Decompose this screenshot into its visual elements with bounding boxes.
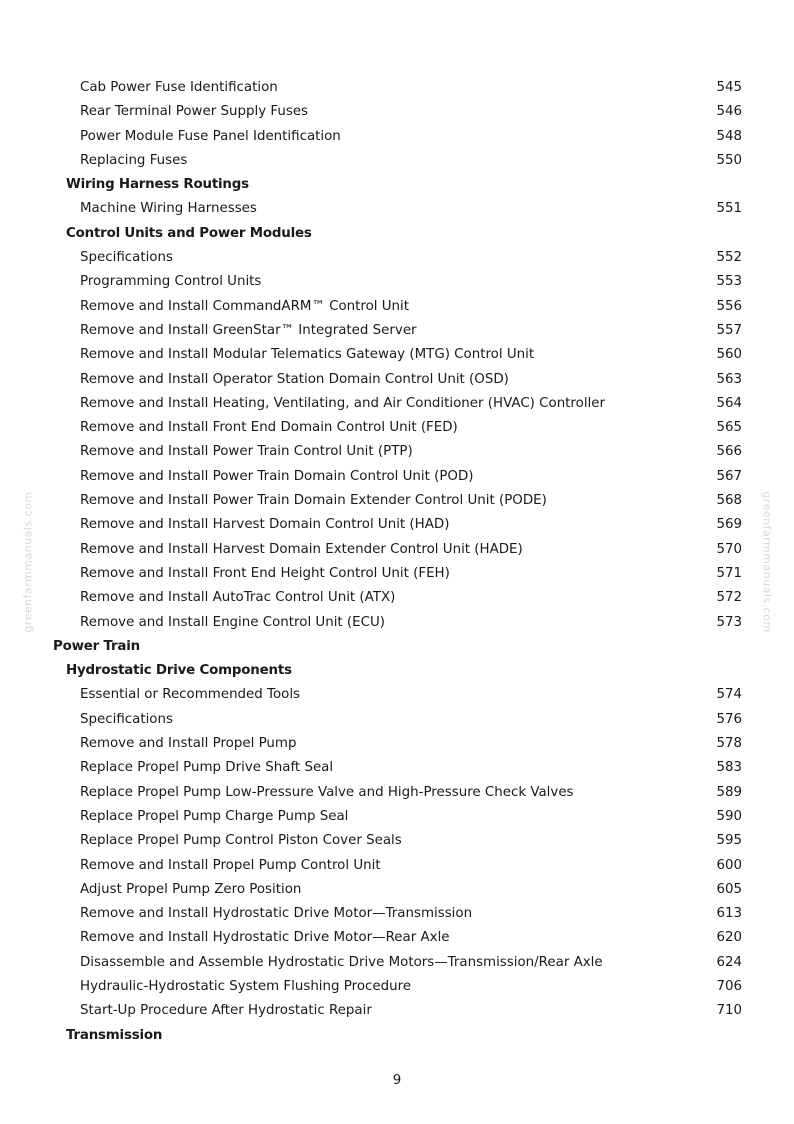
toc-heading (0, 1024, 794, 1048)
toc-entry[interactable] (0, 197, 794, 221)
toc-entry[interactable] (0, 854, 794, 878)
toc-entry-title: Remove and Install Hydrostatic Drive Motor—Transmission (80, 906, 473, 922)
toc-entry-title: Remove and Install Front End Domain Control Unit (FED) (80, 420, 458, 436)
toc-entry-page: 557 (716, 322, 742, 338)
toc-entry-title: Remove and Install Power Train Domain Extender Control Unit (PODE) (80, 493, 547, 509)
toc-entry-title: Remove and Install GreenStar™ Integrated Server (80, 322, 417, 338)
toc-entry-title: Remove and Install Heating, Ventilating, and Air Conditioner (HVAC) Controller (80, 395, 606, 411)
toc-entry-title: Programming Control Units (80, 274, 262, 290)
toc-entry-page: 573 (716, 614, 742, 630)
toc-entry[interactable] (0, 392, 794, 416)
toc-entry-page: 706 (716, 978, 742, 994)
toc-entry[interactable] (0, 611, 794, 635)
toc-entry-page: 548 (716, 128, 742, 144)
toc-entry-page: 710 (716, 1003, 742, 1019)
toc-entry[interactable] (0, 368, 794, 392)
toc-entry-title: Hydraulic-Hydrostatic System Flushing Procedure (80, 978, 412, 994)
toc-entry-title: Replace Propel Pump Drive Shaft Seal (80, 760, 334, 776)
toc-entry-page: 552 (716, 250, 742, 266)
toc-entry-title: Cab Power Fuse Identification (80, 80, 278, 95)
toc-heading (0, 659, 794, 683)
toc-entry-title: Replace Propel Pump Low-Pressure Valve and High-Pressure Check Valves (80, 784, 574, 800)
page-number: 9 (392, 1073, 402, 1088)
toc-entry[interactable] (0, 295, 794, 319)
toc-entry[interactable] (0, 270, 794, 294)
toc-entry-page: 571 (716, 565, 742, 581)
toc-entry-title: Remove and Install Hydrostatic Drive Motor—Rear Axle (80, 930, 450, 946)
toc-entry[interactable] (0, 926, 794, 950)
toc-entry-page: 553 (716, 274, 742, 290)
toc-entry-title: Power Train (53, 638, 140, 654)
toc-entry-title: Remove and Install Propel Pump Control Unit (80, 857, 381, 873)
toc-entry-title: Control Units and Power Modules (66, 225, 312, 241)
toc-entry-title: Hydrostatic Drive Components (66, 663, 292, 679)
toc-entry-title: Replace Propel Pump Charge Pump Seal (80, 808, 349, 824)
toc-entry-title: Remove and Install Propel Pump (80, 736, 297, 752)
toc-entry-title: Remove and Install CommandARM™ Control Unit (80, 298, 410, 314)
toc-heading (0, 635, 794, 659)
toc-entry-page: 546 (716, 104, 742, 120)
toc-entry-page: 578 (716, 736, 742, 752)
toc-entry-page: 590 (716, 808, 742, 824)
toc-entry[interactable] (0, 246, 794, 270)
toc-entry-title: Disassemble and Assemble Hydrostatic Drive Motors—Transmission/Rear Axle (80, 954, 603, 970)
toc-entry-title: Specifications (80, 250, 173, 266)
toc-entry[interactable] (0, 781, 794, 805)
toc-entry[interactable] (0, 76, 794, 100)
toc-entry-page: 583 (716, 760, 742, 776)
toc-entry[interactable] (0, 732, 794, 756)
watermark-text: greenfarmmanuals.com (21, 491, 35, 633)
toc-entry-page: 576 (716, 711, 742, 727)
toc-entry-title: Remove and Install AutoTrac Control Unit (ATX) (80, 590, 396, 606)
toc-entry-page: 595 (716, 833, 742, 849)
table-of-contents (0, 76, 794, 1048)
toc-entry-title: Remove and Install Harvest Domain Extender Control Unit (HADE) (80, 541, 523, 557)
toc-entry[interactable] (0, 416, 794, 440)
toc-entry-title: Replace Propel Pump Control Piston Cover Seals (80, 833, 402, 849)
toc-entry[interactable] (0, 683, 794, 707)
toc-entry-page: 572 (716, 590, 742, 606)
toc-entry-page: 567 (716, 468, 742, 484)
watermark-text: greenfarmmanuals.com (760, 491, 774, 633)
toc-entry-title: Remove and Install Harvest Domain Control Unit (HAD) (80, 517, 450, 533)
toc-entry-page: 624 (716, 954, 742, 970)
toc-entry-title: Remove and Install Modular Telematics Gateway (MTG) Control Unit (80, 347, 535, 363)
toc-entry-page: 589 (716, 784, 742, 800)
toc-entry-page: 550 (716, 152, 742, 168)
toc-entry[interactable] (0, 975, 794, 999)
toc-entry-page: 560 (716, 347, 742, 363)
toc-entry[interactable] (0, 951, 794, 975)
toc-entry[interactable] (0, 125, 794, 149)
toc-entry-page: 613 (716, 906, 742, 922)
toc-entry[interactable] (0, 489, 794, 513)
toc-entry[interactable] (0, 100, 794, 124)
toc-entry-page: 545 (716, 80, 742, 95)
toc-entry[interactable] (0, 805, 794, 829)
toc-entry-title: Remove and Install Front End Height Control Unit (FEH) (80, 565, 450, 581)
toc-entry-title: Transmission (66, 1027, 163, 1043)
toc-entry-page: 563 (716, 371, 742, 387)
toc-entry[interactable] (0, 586, 794, 610)
toc-entry[interactable] (0, 878, 794, 902)
toc-entry[interactable] (0, 829, 794, 853)
toc-entry[interactable] (0, 343, 794, 367)
toc-entry[interactable] (0, 319, 794, 343)
toc-entry[interactable] (0, 149, 794, 173)
toc-entry-title: Remove and Install Engine Control Unit (ECU) (80, 614, 385, 630)
toc-entry[interactable] (0, 513, 794, 537)
toc-entry-title: Power Module Fuse Panel Identification (80, 128, 341, 144)
toc-entry-page: 570 (716, 541, 742, 557)
toc-entry-page: 600 (716, 857, 742, 873)
toc-entry[interactable] (0, 465, 794, 489)
toc-entry-page: 620 (716, 930, 742, 946)
toc-entry[interactable] (0, 538, 794, 562)
toc-entry-title: Wiring Harness Routings (66, 177, 249, 193)
toc-entry-page: 564 (716, 395, 742, 411)
toc-entry-title: Remove and Install Operator Station Domain Control Unit (OSD) (80, 371, 509, 387)
toc-entry[interactable] (0, 902, 794, 926)
toc-entry-title: Machine Wiring Harnesses (80, 201, 257, 217)
toc-entry-page: 556 (716, 298, 742, 314)
toc-entry-page: 605 (716, 881, 742, 897)
toc-entry-title: Adjust Propel Pump Zero Position (80, 881, 302, 897)
toc-entry-title: Start-Up Procedure After Hydrostatic Repair (80, 1003, 372, 1019)
toc-entry[interactable] (0, 440, 794, 464)
toc-entry-title: Remove and Install Power Train Domain Control Unit (POD) (80, 468, 474, 484)
toc-entry-title: Remove and Install Power Train Control Unit (PTP) (80, 444, 413, 460)
toc-entry[interactable] (0, 708, 794, 732)
toc-entry-title: Replacing Fuses (80, 152, 188, 168)
toc-entry-page: 568 (716, 493, 742, 509)
toc-entry-title: Essential or Recommended Tools (80, 687, 301, 703)
toc-entry-page: 574 (716, 687, 742, 703)
toc-entry-page: 569 (716, 517, 742, 533)
toc-heading (0, 173, 794, 197)
toc-entry-title: Specifications (80, 711, 173, 727)
toc-entry[interactable] (0, 562, 794, 586)
toc-entry-page: 566 (716, 444, 742, 460)
toc-entry[interactable] (0, 756, 794, 780)
toc-entry-page: 565 (716, 420, 742, 436)
toc-entry-page: 551 (716, 201, 742, 217)
toc-heading (0, 222, 794, 246)
toc-entry[interactable] (0, 999, 794, 1023)
toc-entry-title: Rear Terminal Power Supply Fuses (80, 104, 309, 120)
